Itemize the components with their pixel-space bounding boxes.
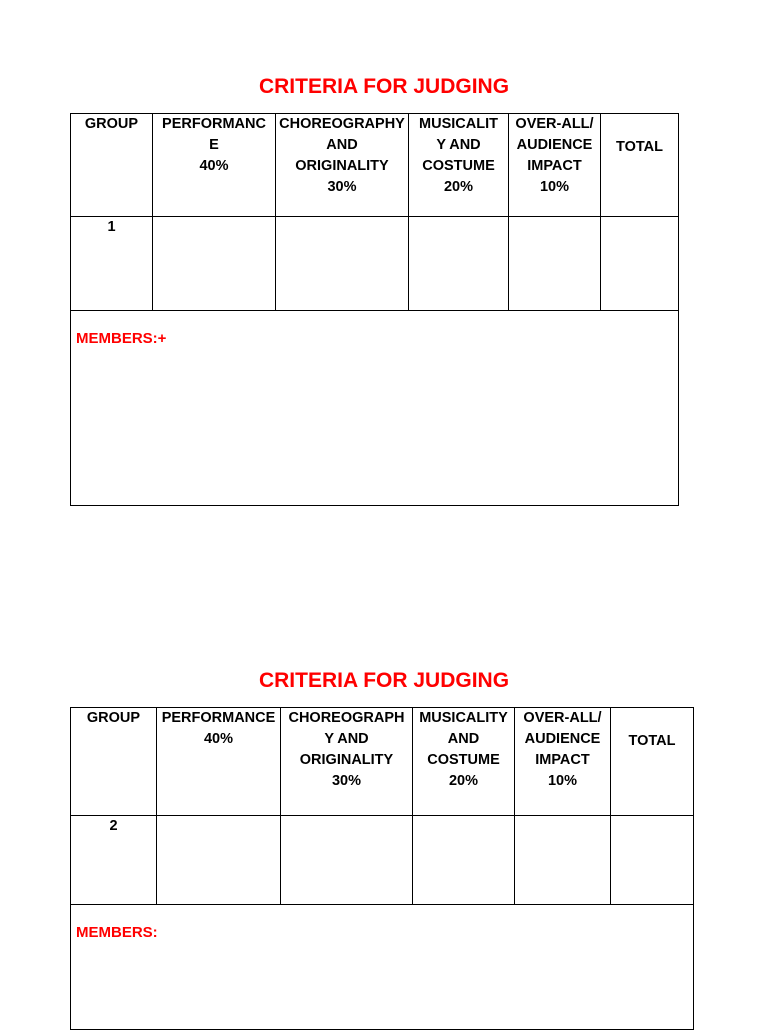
header-row xyxy=(71,708,694,816)
members-label: MEMBERS:+ xyxy=(76,330,167,347)
header-performance: PERFORMANC E 40% xyxy=(153,114,276,217)
score-cell-choreography[interactable] xyxy=(281,816,413,905)
header-performance: PERFORMANCE 40% xyxy=(157,708,281,816)
members-label: MEMBERS: xyxy=(76,924,158,941)
group-number: 2 xyxy=(71,816,157,905)
header-group: GROUP xyxy=(71,708,157,816)
header-musicality: MUSICALITY AND COSTUME 20% xyxy=(413,708,515,816)
score-cell-performance[interactable] xyxy=(153,217,276,311)
header-musicality: MUSICALIT Y AND COSTUME 20% xyxy=(409,114,509,217)
header-choreography: CHOREOGRAPH Y AND ORIGINALITY 30% xyxy=(281,708,413,816)
score-cell-musicality[interactable] xyxy=(413,816,515,905)
members-cell[interactable] xyxy=(71,311,679,506)
score-cell-musicality[interactable] xyxy=(409,217,509,311)
score-cell-performance[interactable] xyxy=(157,816,281,905)
criteria-table-1 xyxy=(70,113,679,506)
score-cell-choreography[interactable] xyxy=(276,217,409,311)
score-cell-overall[interactable] xyxy=(509,217,601,311)
score-row xyxy=(71,217,679,311)
members-row xyxy=(71,311,679,506)
header-group: GROUP xyxy=(71,114,153,217)
score-row xyxy=(71,816,694,905)
header-choreography: CHOREOGRAPHY AND ORIGINALITY 30% xyxy=(276,114,409,217)
score-cell-overall[interactable] xyxy=(515,816,611,905)
score-cell-total[interactable] xyxy=(601,217,679,311)
members-cell[interactable] xyxy=(71,905,694,1030)
header-total: TOTAL xyxy=(601,114,679,217)
header-overall: OVER-ALL/ AUDIENCE IMPACT 10% xyxy=(509,114,601,217)
criteria-table-2 xyxy=(70,707,694,1030)
score-cell-total[interactable] xyxy=(611,816,694,905)
members-row xyxy=(71,905,694,1030)
header-row xyxy=(71,114,679,217)
header-total: TOTAL xyxy=(611,708,694,816)
criteria-title-2: CRITERIA FOR JUDGING xyxy=(258,669,510,692)
criteria-title-1: CRITERIA FOR JUDGING xyxy=(258,75,510,98)
header-overall: OVER-ALL/ AUDIENCE IMPACT 10% xyxy=(515,708,611,816)
group-number: 1 xyxy=(71,217,153,311)
